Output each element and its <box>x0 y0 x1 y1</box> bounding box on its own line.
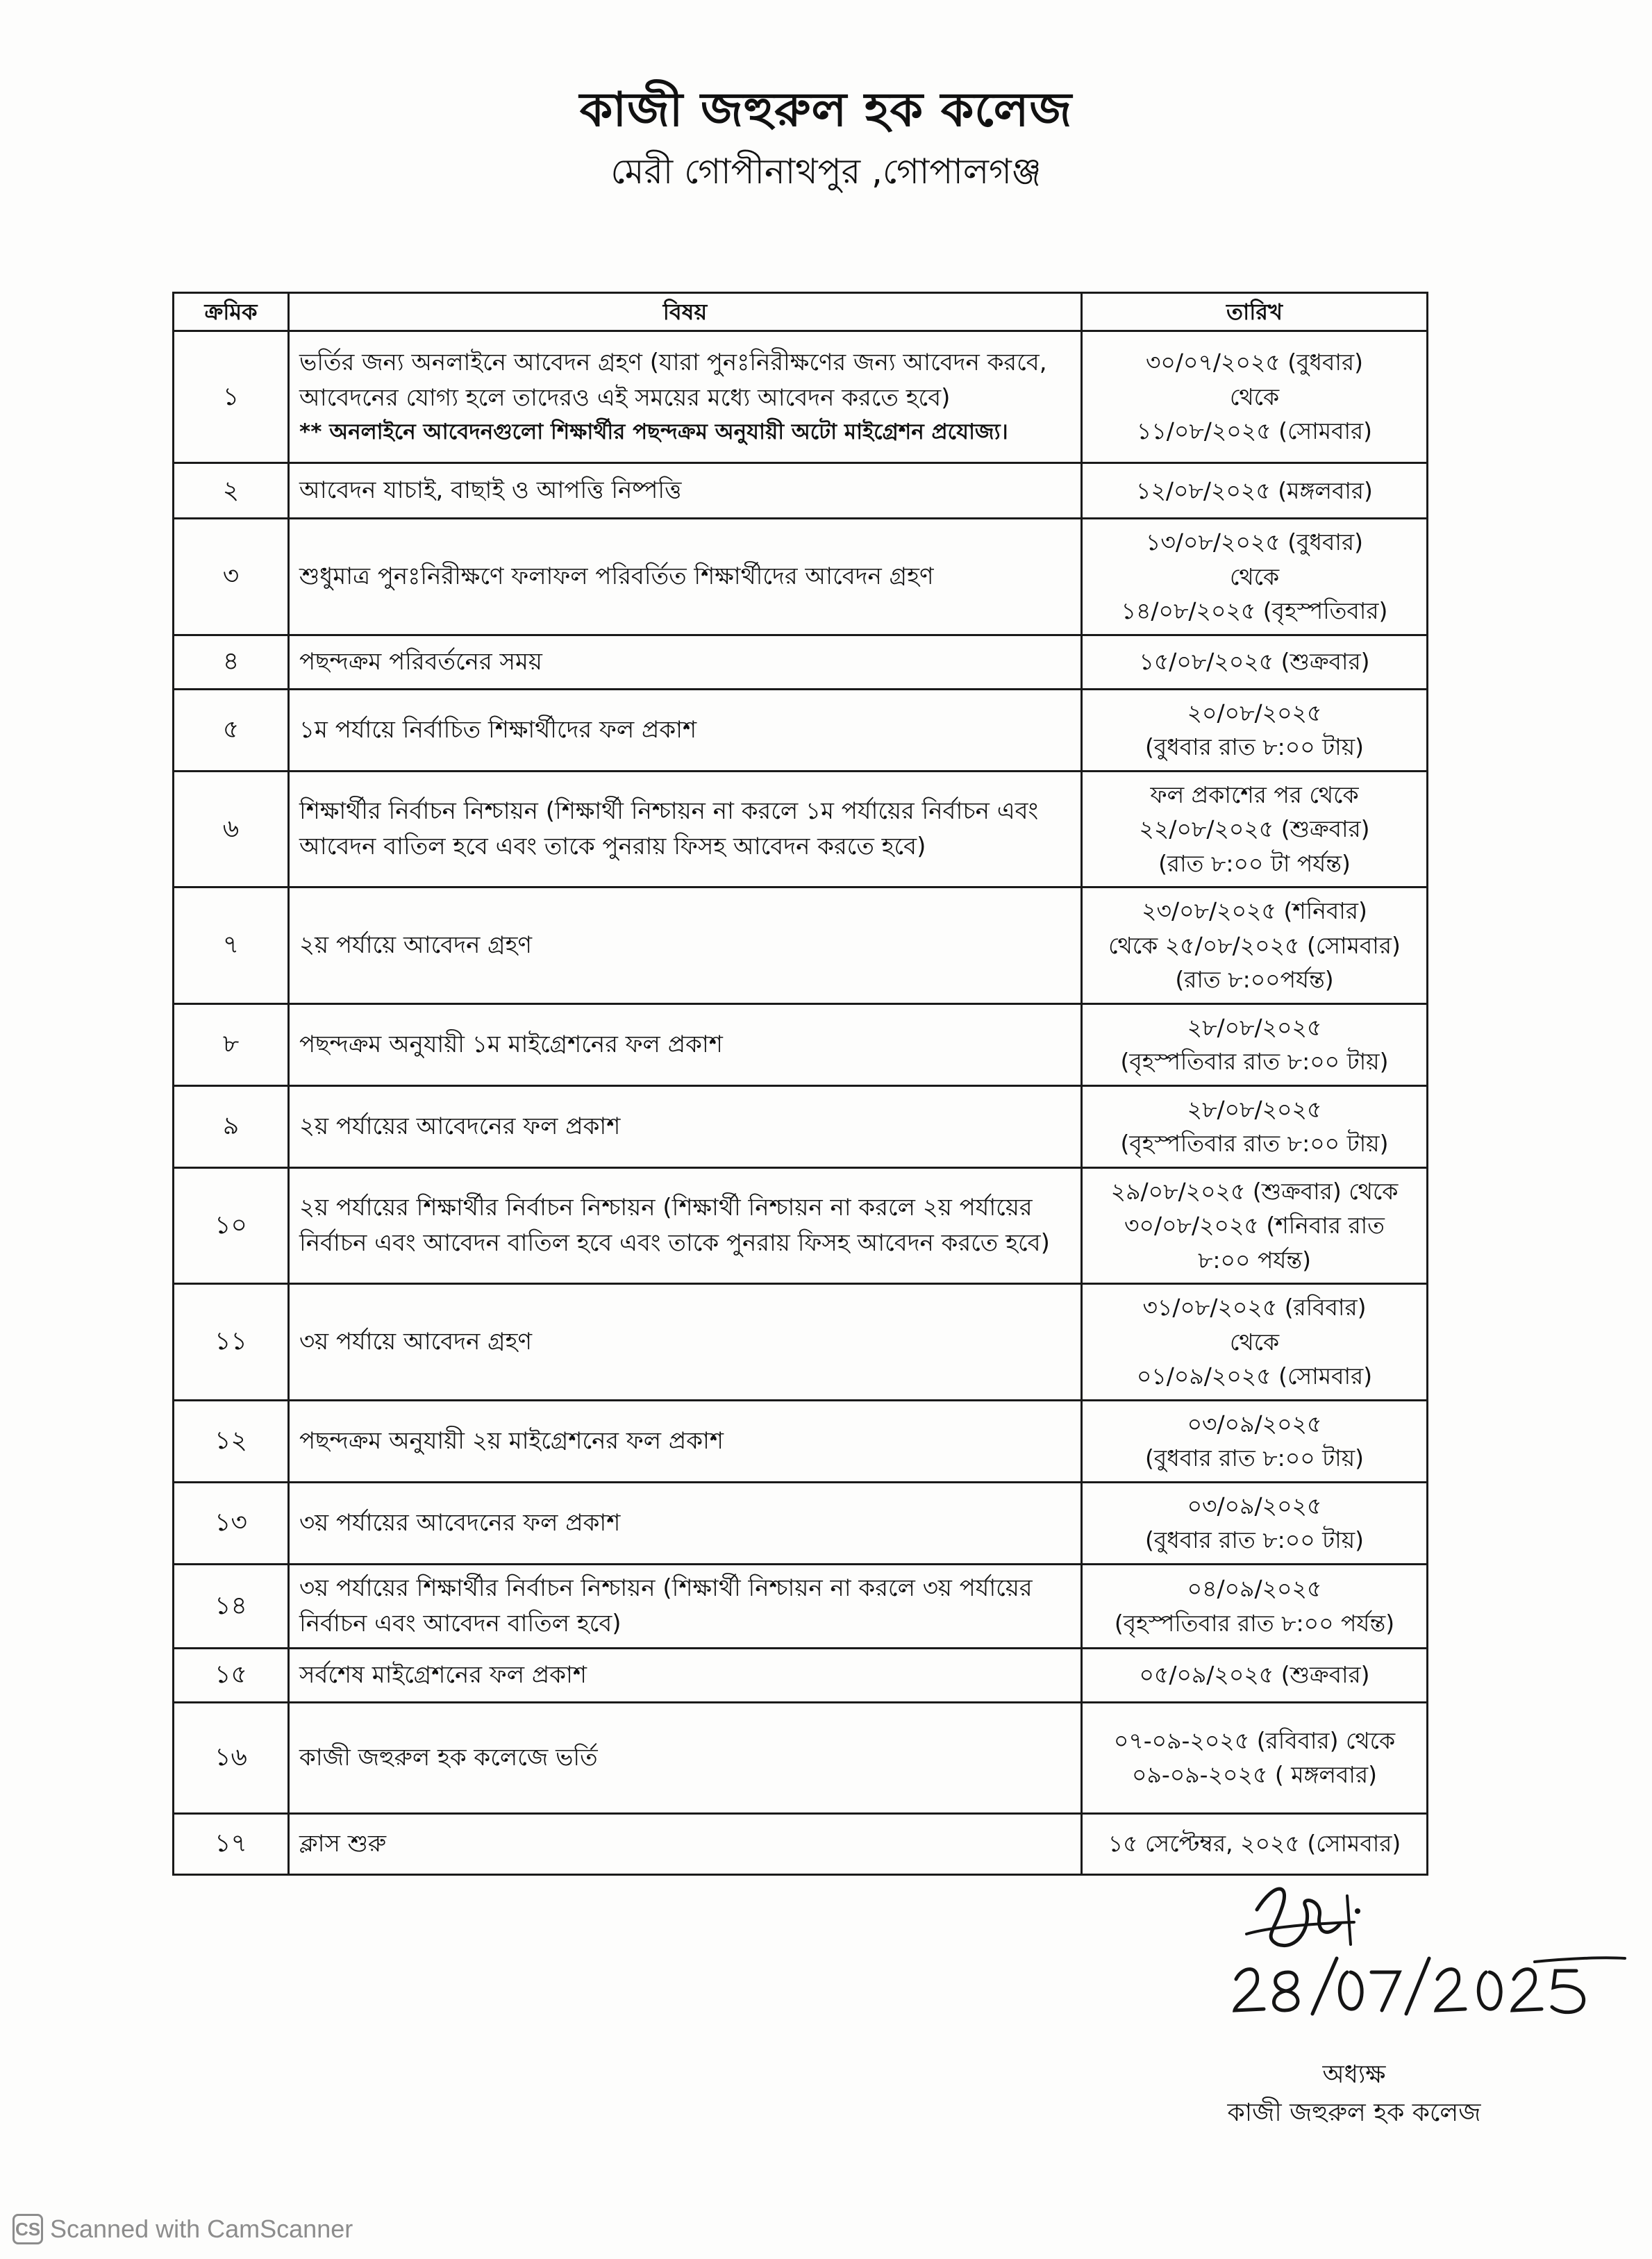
table-header-row <box>174 293 1428 331</box>
row-subject-cell <box>289 1085 1082 1167</box>
row-subject: সর্বশেষ মাইগ্রেশনের ফল প্রকাশ <box>299 1660 587 1689</box>
row-date-cell <box>1082 1400 1428 1482</box>
row-date-cell <box>1082 689 1428 771</box>
row-serial: ১৭ <box>174 1813 289 1874</box>
row-subject-cell <box>289 771 1082 887</box>
row-date-line: ০৩/০৯/২০২৫ <box>1187 1492 1322 1519</box>
row-date-line: ২২/০৮/২০২৫ (শুক্রবার) <box>1139 815 1370 842</box>
row-subject: ২য় পর্যায়ে আবেদন গ্রহণ <box>299 931 533 959</box>
signer-title: অধ্যক্ষ <box>1322 2060 1386 2089</box>
row-serial: ২ <box>174 463 289 519</box>
row-subject: পছন্দক্রম পরিবর্তনের সময় <box>299 647 542 676</box>
row-subject-cell <box>289 689 1082 771</box>
column-header-serial: ক্রমিক <box>174 293 289 331</box>
row-date-cell <box>1082 1564 1428 1648</box>
row-date-line: ২০/০৮/২০২৫ <box>1187 699 1322 726</box>
row-serial: ১৬ <box>174 1702 289 1813</box>
row-date-line: (বুধবার রাত ৮:০০ টায়) <box>1144 1526 1365 1553</box>
row-subject-cell <box>289 1400 1082 1482</box>
table-row <box>174 1085 1428 1167</box>
row-subject-cell <box>289 1813 1082 1874</box>
column-header-date: তারিখ <box>1082 293 1428 331</box>
row-date-line: ৮:০০ পর্যন্ত) <box>1198 1246 1311 1274</box>
table-row <box>174 1702 1428 1813</box>
row-date-line: ৩০/০৮/২০২৫ (শনিবার রাত <box>1124 1212 1385 1239</box>
row-date-cell <box>1082 887 1428 1004</box>
camscanner-watermark <box>12 2214 353 2244</box>
row-date-cell <box>1082 1003 1428 1085</box>
row-date-cell <box>1082 331 1428 463</box>
row-date-cell <box>1082 1702 1428 1813</box>
handwritten-signature-and-date <box>1208 1868 1625 2056</box>
row-subject-note: ** অনলাইনে আবেদনগুলো শিক্ষার্থীর পছন্দক্রম অনুযায়ী অটো মাইগ্রেশন প্রযোজ্য। <box>299 419 1008 445</box>
row-date-line: থেকে <box>1229 383 1280 410</box>
row-date-line: ১২/০৮/২০২৫ (মঙ্গলবার) <box>1136 476 1373 504</box>
table-body <box>174 331 1428 1875</box>
signer-organization: কাজী জহুরুল হক কলেজ <box>1227 2099 1481 2127</box>
table-row <box>174 463 1428 519</box>
camscanner-text: Scanned with CamScanner <box>50 2215 353 2243</box>
row-serial: ১২ <box>174 1400 289 1482</box>
row-subject-cell <box>289 1167 1082 1284</box>
row-subject-cell <box>289 1003 1082 1085</box>
row-date-line: (বুধবার রাত ৮:০০ টায়) <box>1144 733 1365 760</box>
row-subject: ৩য় পর্যায়ের আবেদনের ফল প্রকাশ <box>299 1508 621 1537</box>
table-row <box>174 1813 1428 1874</box>
column-header-subject: বিষয় <box>289 293 1082 331</box>
table-row <box>174 1284 1428 1401</box>
row-serial: ১০ <box>174 1167 289 1284</box>
row-serial: ৩ <box>174 519 289 635</box>
row-serial: ১৫ <box>174 1648 289 1702</box>
row-serial: ৭ <box>174 887 289 1004</box>
row-date-line: (রাত ৮:০০ টা পর্যন্ত) <box>1158 849 1351 877</box>
table-row <box>174 1400 1428 1482</box>
row-subject: ২য় পর্যায়ের শিক্ষার্থীর নির্বাচন নিশ্চায়ন (শিক্ষার্থী নিশ্চায়ন না করলে ২য় পর্যায়ের নির্বাচন এবং আবেদন বাতিল হবে এবং তাকে পুনরায় ফিসহ আবেদন করতে হবে) <box>299 1193 1050 1257</box>
row-date-line: ১৩/০৮/২০২৫ (বুধবার) <box>1146 528 1363 556</box>
row-subject-cell <box>289 331 1082 463</box>
table-row <box>174 1648 1428 1702</box>
row-date-line: (বৃহস্পতিবার রাত ৮:০০ টায়) <box>1120 1048 1389 1075</box>
table-row <box>174 1167 1428 1284</box>
row-subject-cell <box>289 519 1082 635</box>
row-serial: ৯ <box>174 1085 289 1167</box>
row-subject: শিক্ষার্থীর নির্বাচন নিশ্চায়ন (শিক্ষার্থী নিশ্চায়ন না করলে ১ম পর্যায়ের নির্বাচন এবং আবেদন বাতিল হবে এবং তাকে পুনরায় ফিসহ আবেদন করতে হবে) <box>299 797 1039 860</box>
row-date-line: থেকে ২৫/০৮/২০২৫ (সোমবার) <box>1108 931 1401 959</box>
row-date-line: ৩০/০৭/২০২৫ (বুধবার) <box>1145 349 1364 376</box>
table-row <box>174 635 1428 689</box>
row-subject: ভর্তির জন্য অনলাইনে আবেদন গ্রহণ (যারা পুনঃনিরীক্ষণের জন্য আবেদন করবে, আবেদনের যোগ্য হলে তাদেরও এই সময়ের মধ্যে আবেদন করতে হবে) <box>299 349 1047 412</box>
row-date-line: ৩১/০৮/২০২৫ (রবিবার) <box>1142 1294 1367 1321</box>
row-subject: পছন্দক্রম অনুযায়ী ১ম মাইগ্রেশনের ফল প্রকাশ <box>299 1030 723 1058</box>
row-subject: শুধুমাত্র পুনঃনিরীক্ষণে ফলাফল পরিবর্তিত শিক্ষার্থীদের আবেদন গ্রহণ <box>299 562 934 590</box>
table-row <box>174 1482 1428 1564</box>
row-date-line: ০৭-০৯-২০২৫ (রবিবার) থেকে <box>1113 1726 1396 1754</box>
row-date-line: ০৯-০৯-২০২৫ ( মঙ্গলবার) <box>1132 1761 1377 1788</box>
row-subject-cell <box>289 1564 1082 1648</box>
row-date-line: থেকে <box>1229 1328 1280 1356</box>
row-subject-cell <box>289 463 1082 519</box>
row-serial: ১৪ <box>174 1564 289 1648</box>
row-date-line: ২৮/০৮/২০২৫ <box>1187 1095 1322 1123</box>
row-subject: ক্লাস শুরু <box>299 1829 387 1858</box>
row-subject-cell <box>289 1482 1082 1564</box>
row-subject-cell <box>289 635 1082 689</box>
admission-schedule-table <box>172 292 1428 1876</box>
college-name: কাজী জহুরুল হক কলেজ <box>579 83 1073 137</box>
row-subject: আবেদন যাচাই, বাছাই ও আপত্তি নিষ্পত্তি <box>299 476 682 504</box>
row-subject: ১ম পর্যায়ে নির্বাচিত শিক্ষার্থীদের ফল প্রকাশ <box>299 715 697 744</box>
row-date-cell <box>1082 1482 1428 1564</box>
row-date-line: থেকে <box>1229 562 1280 590</box>
row-date-cell <box>1082 635 1428 689</box>
row-date-line: (বৃহস্পতিবার রাত ৮:০০ টায়) <box>1120 1130 1389 1157</box>
table-row <box>174 1564 1428 1648</box>
row-date-line: ১৪/০৮/২০২৫ (বৃহস্পতিবার) <box>1121 597 1388 624</box>
row-subject: ২য় পর্যায়ের আবেদনের ফল প্রকাশ <box>299 1112 621 1140</box>
table-row <box>174 1003 1428 1085</box>
table-row <box>174 689 1428 771</box>
college-address: মেরী গোপীনাথপুর ,গোপালগঞ্জ <box>610 151 1042 192</box>
row-date-line: ০৪/০৯/২০২৫ <box>1187 1575 1322 1602</box>
row-subject-cell <box>289 1284 1082 1401</box>
camscanner-logo-icon: CS <box>12 2214 43 2244</box>
row-date-line: ০১/০৯/২০২৫ (সোমবার) <box>1136 1362 1373 1390</box>
row-date-line: ২৯/০৮/২০২৫ (শুক্রবার) থেকে <box>1110 1177 1399 1205</box>
table-row <box>174 887 1428 1004</box>
signature <box>1208 1868 1625 2056</box>
row-date-cell <box>1082 1085 1428 1167</box>
row-serial: ১১ <box>174 1284 289 1401</box>
row-serial: ১৩ <box>174 1482 289 1564</box>
row-serial: ৬ <box>174 771 289 887</box>
row-subject: ৩য় পর্যায়ে আবেদন গ্রহণ <box>299 1327 533 1356</box>
row-date-line: ১৫ সেপ্টেম্বর, ২০২৫ (সোমবার) <box>1108 1830 1401 1858</box>
row-date-cell <box>1082 519 1428 635</box>
row-serial: ৮ <box>174 1003 289 1085</box>
row-serial: ১ <box>174 331 289 463</box>
row-date-line: (বৃহস্পতিবার রাত ৮:০০ পর্যন্ত) <box>1114 1609 1395 1637</box>
row-subject: পছন্দক্রম অনুযায়ী ২য় মাইগ্রেশনের ফল প্রকাশ <box>299 1426 724 1455</box>
row-serial: ৫ <box>174 689 289 771</box>
row-date-line: ২৮/০৮/২০২৫ <box>1187 1013 1322 1041</box>
table-row <box>174 519 1428 635</box>
row-date-line: ১৫/০৮/২০২৫ (শুক্রবার) <box>1139 648 1370 676</box>
row-subject-cell <box>289 887 1082 1004</box>
row-date-line: ফল প্রকাশের পর থেকে <box>1150 781 1359 808</box>
row-subject: ৩য় পর্যায়ের শিক্ষার্থীর নির্বাচন নিশ্চায়ন (শিক্ষার্থী নিশ্চায়ন না করলে ৩য় পর্যায়ের নির্বাচন এবং আবেদন বাতিল হবে) <box>299 1574 1033 1637</box>
row-date-cell <box>1082 1167 1428 1284</box>
row-subject: কাজী জহুরুল হক কলেজে ভর্তি <box>299 1743 598 1772</box>
row-date-cell <box>1082 463 1428 519</box>
row-date-line: ২৩/০৮/২০২৫ (শনিবার) <box>1142 897 1367 924</box>
row-serial: ৪ <box>174 635 289 689</box>
row-date-cell <box>1082 1813 1428 1874</box>
row-date-line: ০৫/০৯/২০২৫ (শুক্রবার) <box>1139 1661 1370 1689</box>
table-row <box>174 331 1428 463</box>
row-date-cell <box>1082 1648 1428 1702</box>
row-date-line: ০৩/০৯/২০২৫ <box>1187 1410 1322 1437</box>
row-date-line: (রাত ৮:০০পর্যন্ত) <box>1175 966 1334 993</box>
row-subject-cell <box>289 1648 1082 1702</box>
table-row <box>174 771 1428 887</box>
row-subject-cell <box>289 1702 1082 1813</box>
row-date-cell <box>1082 1284 1428 1401</box>
row-date-cell <box>1082 771 1428 887</box>
row-date-line: (বুধবার রাত ৮:০০ টায়) <box>1144 1444 1365 1472</box>
row-date-line: ১১/০৮/২০২৫ (সোমবার) <box>1136 417 1373 445</box>
